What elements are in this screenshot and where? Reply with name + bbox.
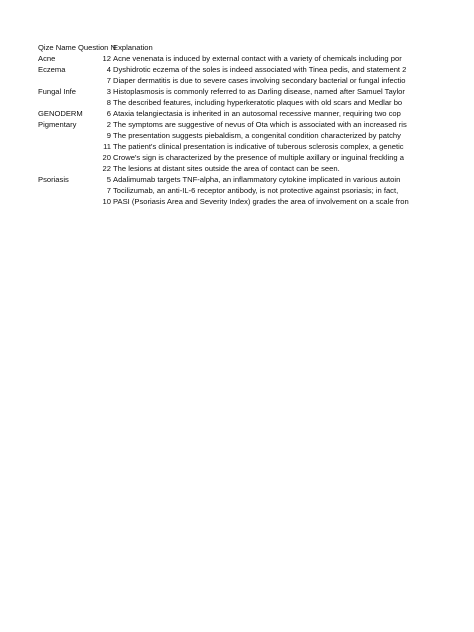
question-number-cell: 4 [106, 65, 111, 74]
question-number-cell: 8 [106, 98, 111, 107]
explanation-cell: Tocilizumab, an anti-IL-6 receptor antibody, is not protective against psoriasis; in fact, [113, 186, 399, 195]
header-question-number: Question N [78, 43, 116, 52]
question-number-cell: 7 [106, 186, 111, 195]
quiz-name-cell [38, 130, 78, 141]
question-number-cell: 10 [102, 197, 111, 206]
header-explanation: Explanation [113, 43, 153, 52]
spreadsheet-page [38, 42, 414, 207]
header-quiz-name: Qize Name [38, 43, 76, 52]
explanation-cell: Histoplasmosis is commonly referred to as Darling disease, named after Samuel Taylor [113, 87, 405, 96]
explanation-cell: The patient's clinical presentation is indicative of tuberous sclerosis complex, a genetic [113, 142, 404, 151]
question-number-cell: 9 [106, 131, 111, 140]
explanation-cell: Diaper dermatitis is due to severe cases involving secondary bacterial or fungal infectio [113, 76, 406, 85]
quiz-name-cell [38, 97, 78, 108]
question-number-cell: 11 [103, 142, 111, 151]
quiz-name-cell [38, 196, 78, 207]
quiz-name-cell: Pigmentary [38, 120, 77, 129]
quiz-name-cell: Psoriasis [38, 175, 69, 184]
quiz-name-cell [38, 185, 78, 196]
question-number-cell: 6 [106, 109, 111, 118]
quiz-name-cell [38, 75, 78, 86]
explanation-cell: The described features, including hyperkeratotic plaques with old scars and Medlar bo [113, 98, 403, 107]
quiz-name-cell [38, 163, 78, 174]
explanation-table [38, 42, 414, 207]
quiz-name-cell: Eczema [38, 65, 66, 74]
quiz-name-cell [38, 152, 78, 163]
question-number-cell: 5 [106, 175, 111, 184]
question-number-cell: 2 [106, 120, 111, 129]
question-number-cell: 20 [102, 153, 111, 162]
quiz-name-cell: Fungal Infe [38, 87, 76, 96]
explanation-cell: Dyshidrotic eczema of the soles is indeed associated with Tinea pedis, and statement 2 [113, 65, 407, 74]
quiz-name-cell: Acne [38, 54, 56, 63]
explanation-cell: The lesions at distant sites outside the area of contact can be seen. [113, 164, 340, 173]
explanation-cell: Ataxia telangiectasia is inherited in an autosomal recessive manner, requiring two cop [113, 109, 401, 118]
question-number-cell: 7 [106, 76, 111, 85]
quiz-name-cell [38, 141, 78, 152]
question-number-cell: 22 [102, 164, 111, 173]
explanation-cell: The presentation suggests piebaldism, a congenital condition characterized by patchy [113, 131, 401, 140]
explanation-cell: PASI (Psoriasis Area and Severity Index) grades the area of involvement on a scale fron [113, 197, 409, 206]
question-number-cell: 12 [102, 54, 111, 63]
explanation-cell: Acne venenata is induced by external contact with a variety of chemicals including por [113, 54, 402, 63]
explanation-cell: The symptoms are suggestive of nevus of Ota which is associated with an increased ris [113, 120, 407, 129]
question-number-cell: 3 [106, 87, 111, 96]
explanation-cell: Adalimumab targets TNF-alpha, an inflammatory cytokine implicated in various autoin [113, 175, 401, 184]
quiz-name-cell: GENODERM [38, 109, 83, 118]
explanation-cell: Crowe's sign is characterized by the presence of multiple axillary or inguinal freckling a [113, 153, 404, 162]
